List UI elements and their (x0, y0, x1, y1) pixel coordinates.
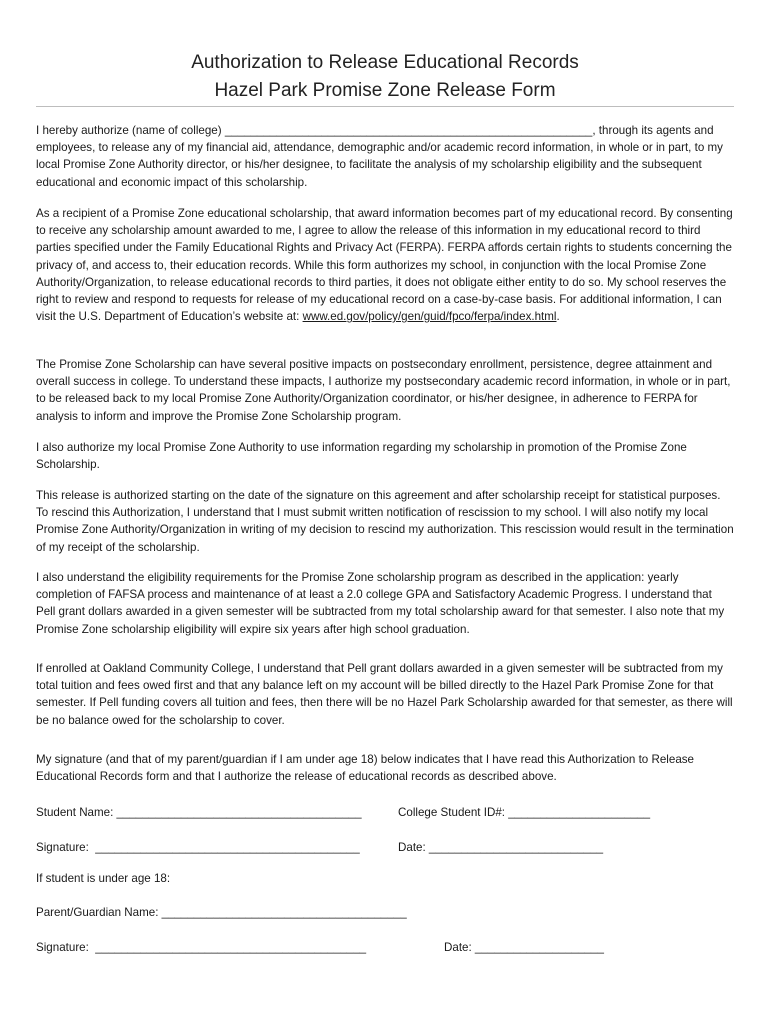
paragraph-eligibility (36, 569, 734, 638)
paragraph-eligibility-text: I also understand the eligibility requirements for the Promise Zone scholarship program as described in the application: yearly completion of FAFSA process and maintenance of at least a 2.0 college GPA and Satisfactory Academic Progress. I understand that Pell grant dollars awarded in a given semester will be subtracted from my total scholarship award for that semester. I also note that my Promise Zone scholarship eligibility will expire six years after high school graduation. (36, 571, 725, 636)
paragraph-ferpa-text: As a recipient of a Promise Zone educational scholarship, that award information becomes part of my educational record. By consenting to receive any scholarship amount awarded to me, I agree to allow the release of this information in my educational record to third parties specified under the Family Educational Rights and Privacy Act (FERPA). FERPA affords certain rights to students concerning the privacy of, and access to, their education records. While this form authorizes my school, in conjunction with the local Promise Zone Authority/Organization, to release educational records to third parties, it does not obligate either entity to do so. My school reserves the right to review and respond to requests for release of my educational record on a case-by-case basis. For additional information, I can visit the U.S. Department of Education’s website at: (36, 207, 733, 324)
guardian-date-field[interactable]: Date: ____________________ (444, 941, 604, 954)
paragraph-signature-statement (36, 751, 734, 785)
paragraph-occ (36, 660, 734, 729)
paragraph-impacts (36, 356, 734, 425)
under-18-label: If student is under age 18: (36, 872, 171, 885)
paragraph-authorization-text: I hereby authorize (name of college) _________________________________________________________, through its agents and employees, to release any of my financial aid, attendance, demographic and/or academic record information, in whole or in part, to my local Promise Zone Authority director, or his/her designee, to facilitate the analysis of my scholarship eligibility and the subsequent educational and economic impact of this scholarship. (36, 124, 723, 189)
college-student-id-field[interactable]: College Student ID#: ______________________ (398, 806, 651, 819)
guardian-signature-field[interactable]: Signature: __________________________________________ (36, 941, 367, 954)
paragraph-signature-statement-text: My signature (and that of my parent/guardian if I am under age 18) below indicates that I have read this Authorization to Release Educational Records form and that I authorize the release of educational records as described above. (36, 753, 695, 784)
paragraph-ferpa (36, 205, 734, 325)
student-signature-field[interactable]: Signature: _________________________________________ (36, 841, 360, 854)
paragraph-occ-text: If enrolled at Oakland Community College, I understand that Pell grant dollars awarded in a given semester will be subtracted from my total tuition and fees owed first and that any balance left on my account will be billed directly to the Hazel Park Promise Zone for that semester. If Pell funding covers all tuition and fees, then there will be no Hazel Park Scholarship awarded for that semester, as there will be no balance owed for the scholarship to cover. (36, 662, 733, 727)
paragraph-rescission (36, 487, 734, 556)
ferpa-website-link[interactable]: www.ed.gov/policy/gen/guid/fpco/ferpa/index.html (302, 310, 557, 324)
student-name-field[interactable]: Student Name: ______________________________________ (36, 806, 362, 819)
paragraph-impacts-text: The Promise Zone Scholarship can have several positive impacts on postsecondary enrollment, persistence, degree attainment and overall success in college. To understand these impacts, I authorize my postsecondary academic record information, in whole or in part, to be released back to my local Promise Zone Authority/Organization coordinator, or his/her designee, in adherence to FERPA for analysis to inform and improve the Promise Zone Scholarship program. (36, 358, 731, 423)
paragraph-rescission-text: This release is authorized starting on the date of the signature on this agreement and after scholarship receipt for statistical purposes. To rescind this Authorization, I understand that I must submit written notification of rescission to my school. I will also notify my local Promise Zone Authority/Organization in writing of my decision to rescind my authorization. This rescission would result in the termination of my receipt of the scholarship. (36, 489, 734, 554)
student-date-field[interactable]: Date: ___________________________ (398, 841, 604, 854)
paragraph-promotion-text: I also authorize my local Promise Zone Authority to use information regarding my scholarship in promotion of the Promise Zone Scholarship. (36, 441, 687, 472)
document-subtitle: Hazel Park Promise Zone Release Form (214, 80, 556, 101)
paragraph-promotion (36, 439, 734, 473)
paragraph-authorization (36, 122, 734, 191)
paragraph-ferpa-end: . (556, 310, 560, 324)
title-divider (36, 106, 734, 107)
document-title: Authorization to Release Educational Records (191, 52, 579, 73)
guardian-name-field[interactable]: Parent/Guardian Name: ______________________________________ (36, 906, 407, 919)
